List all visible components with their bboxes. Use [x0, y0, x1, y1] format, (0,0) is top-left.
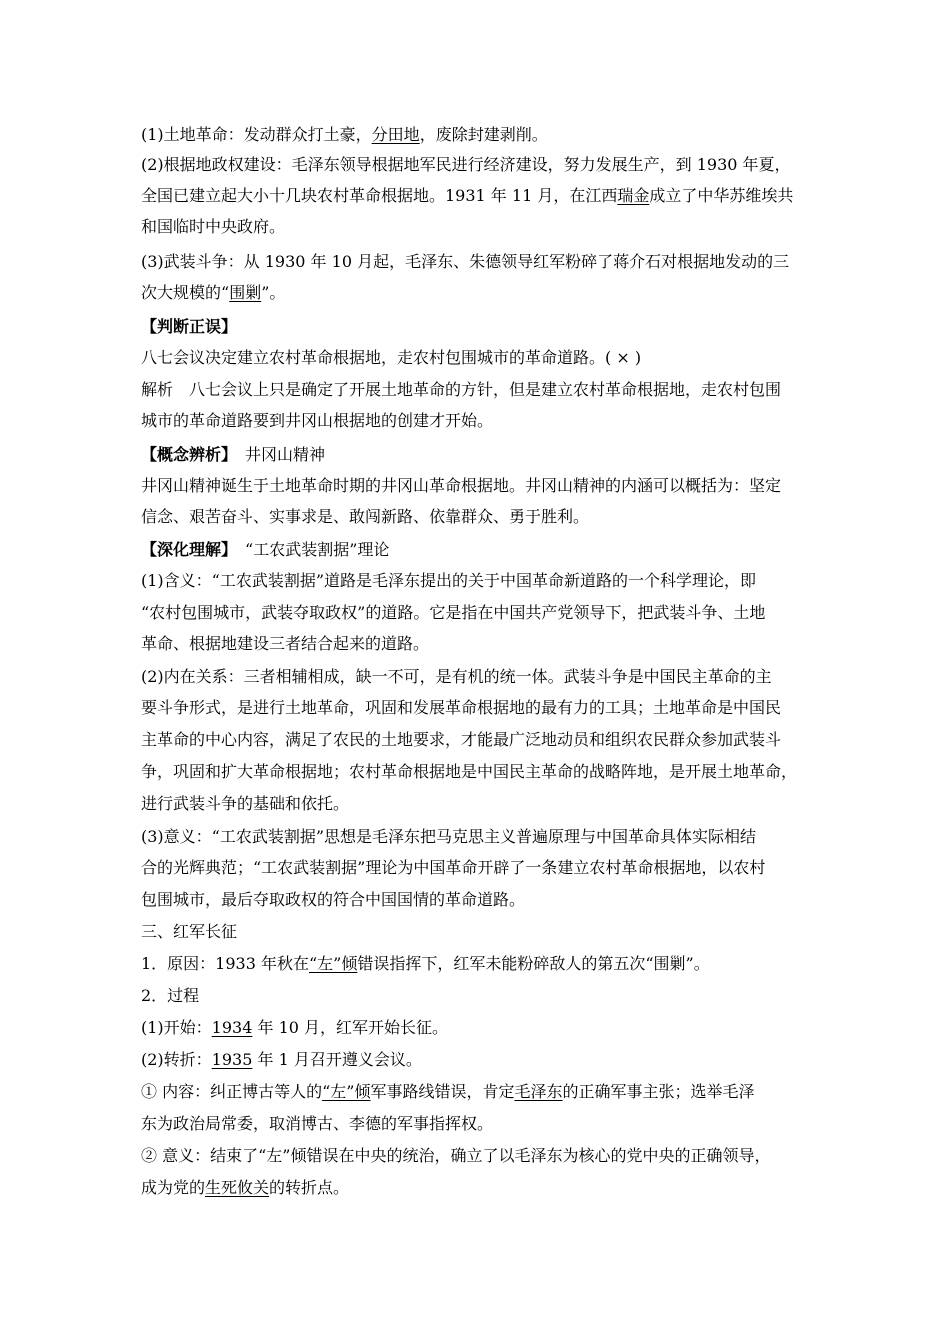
underlined-term: “左”倾 — [309, 954, 358, 973]
underlined-term: 1935 — [211, 1050, 253, 1069]
bold-label: 【深化理解】 — [141, 540, 230, 559]
text-segment: 解析 八七会议上只是确定了开展土地革命的方针，但是建立农村革命根据地，走农村包围 — [141, 380, 782, 399]
text-line — [141, 150, 821, 180]
text-line — [141, 853, 821, 883]
section-label-judgement — [141, 312, 821, 342]
text-segment: (2)内在关系：三者相辅相成，缺一不可，是有机的统一体。武装斗争是中国民主革命的主 — [141, 667, 772, 686]
text-segment: 的正确军事主张；选举毛泽 — [562, 1082, 755, 1101]
text-segment: 要斗争形式，是进行土地革命，巩固和发展革命根据地的最有力的工具；土地革命是中国民 — [141, 698, 782, 717]
text-segment: 年 10 月，红军开始长征。 — [252, 1018, 449, 1037]
bold-label: 【概念辨析】 — [141, 445, 230, 464]
text-line — [141, 181, 821, 211]
text-line — [141, 1141, 821, 1171]
text-line — [141, 120, 821, 150]
text-segment: 进行武装斗争的基础和依托。 — [141, 794, 350, 813]
text-segment: 合的光辉典范；“工农武装割据”理论为中国革命开辟了一条建立农村革命根据地，以农村 — [141, 858, 766, 877]
text-segment: (2)转折： — [141, 1050, 212, 1069]
text-segment: 2．过程 — [141, 986, 200, 1005]
text-segment: (3)武装斗争：从 1930 年 10 月起，毛泽东、朱德领导红军粉碎了蒋介石对根据地发动的三 — [141, 252, 790, 271]
text-segment: (1)开始： — [141, 1018, 212, 1037]
text-line — [141, 693, 821, 723]
underlined-term: 1934 — [211, 1018, 253, 1037]
text-line — [141, 471, 821, 501]
text-segment: (1)土地革命：发动群众打土豪， — [141, 125, 372, 144]
text-segment: 的转折点。 — [269, 1178, 350, 1197]
text-line — [141, 789, 821, 819]
text-line — [141, 598, 821, 628]
text-segment: 三、红军长征 — [141, 922, 238, 941]
text-segment: 革命、根据地建设三者结合起来的道路。 — [141, 634, 430, 653]
text-segment: 成立了中华苏维埃共 — [649, 186, 794, 205]
text-segment: 年 1 月召开遵义会议。 — [252, 1050, 422, 1069]
text-segment: (1)含义：“工农武装割据”道路是毛泽东提出的关于中国革命新道路的一个科学理论，即 — [141, 571, 757, 590]
text-line — [141, 406, 821, 436]
section-label-concept — [141, 440, 821, 470]
underlined-term: 毛泽东 — [514, 1082, 563, 1101]
text-line — [141, 757, 821, 787]
text-line — [141, 1077, 821, 1107]
text-segment: ”。 — [261, 283, 286, 302]
text-segment: ，废除封建剥削。 — [419, 125, 548, 144]
text-line — [141, 566, 821, 596]
underlined-term: 生死攸关 — [205, 1178, 270, 1197]
underlined-term: 围剿 — [229, 283, 262, 302]
text-segment: 军事路线错误，肯定 — [370, 1082, 515, 1101]
text-line — [141, 949, 821, 979]
text-line — [141, 1173, 821, 1203]
text-segment: “农村包围城市，武装夺取政权”的道路。它是指在中国共产党领导下，把武装斗争、土地 — [141, 603, 766, 622]
text-line — [141, 885, 821, 915]
text-segment: 东为政治局常委，取消博古、李德的军事指挥权。 — [141, 1114, 494, 1133]
text-segment: ① 内容：纠正博古等人的 — [141, 1082, 323, 1101]
text-line — [141, 375, 821, 405]
bold-label: 【判断正误】 — [141, 317, 238, 336]
text-segment: 信念、艰苦奋斗、实事求是、敢闯新路、依靠群众、勇于胜利。 — [141, 507, 590, 526]
text-line — [141, 343, 821, 373]
text-line — [141, 1109, 821, 1139]
text-line — [141, 212, 821, 242]
text-segment: 主革命的中心内容，满足了农民的土地要求，才能最广泛地动员和组织农民群众参加武装斗 — [141, 730, 782, 749]
text-line — [141, 725, 821, 755]
text-line — [141, 981, 821, 1011]
underlined-term: 瑞金 — [617, 186, 650, 205]
text-segment: 八七会议决定建立农村革命根据地，走农村包围城市的革命道路。( × ) — [141, 348, 642, 367]
text-line — [141, 247, 821, 277]
text-segment: 全国已建立起大小十几块农村革命根据地。1931 年 11 月，在江西 — [141, 186, 618, 205]
text-segment: 错误指挥下，红军未能粉碎敌人的第五次“围剿”。 — [357, 954, 710, 973]
text-line — [141, 502, 821, 532]
underlined-term: “左”倾 — [322, 1082, 371, 1101]
text-segment: 和国临时中央政府。 — [141, 217, 286, 236]
text-segment: (2)根据地政权建设：毛泽东领导根据地军民进行经济建设，努力发展生产，到 1930 年夏， — [141, 155, 791, 174]
text-segment: 城市的革命道路要到井冈山根据地的创建才开始。 — [141, 411, 494, 430]
text-segment: ② 意义：结束了“左”倾错误在中央的统治，确立了以毛泽东为核心的党中央的正确领导， — [141, 1146, 771, 1165]
section-label-deepen — [141, 535, 821, 565]
text-segment: “工农武装割据”理论 — [229, 540, 390, 559]
text-line — [141, 1045, 821, 1075]
text-segment: 争，巩固和扩大革命根据地；农村革命根据地是中国民主革命的战略阵地，是开展土地革命， — [141, 762, 798, 781]
text-segment: 井冈山精神诞生于土地革命时期的井冈山革命根据地。井冈山精神的内涵可以概括为：坚定 — [141, 476, 782, 495]
text-segment: 次大规模的“ — [141, 283, 230, 302]
text-line — [141, 278, 821, 308]
text-line — [141, 1013, 821, 1043]
text-line — [141, 629, 821, 659]
text-segment: (3)意义：“工农武装割据”思想是毛泽东把马克思主义普遍原理与中国革命具体实际相结 — [141, 827, 757, 846]
text-line — [141, 822, 821, 852]
text-segment: 成为党的 — [141, 1178, 206, 1197]
text-line — [141, 662, 821, 692]
text-segment: 包围城市，最后夺取政权的符合中国国情的革命道路。 — [141, 890, 526, 909]
text-segment: 井冈山精神 — [229, 445, 326, 464]
text-segment: 1．原因：1933 年秋在 — [141, 954, 309, 973]
underlined-term: 分田地 — [371, 125, 420, 144]
section-heading — [141, 917, 821, 947]
